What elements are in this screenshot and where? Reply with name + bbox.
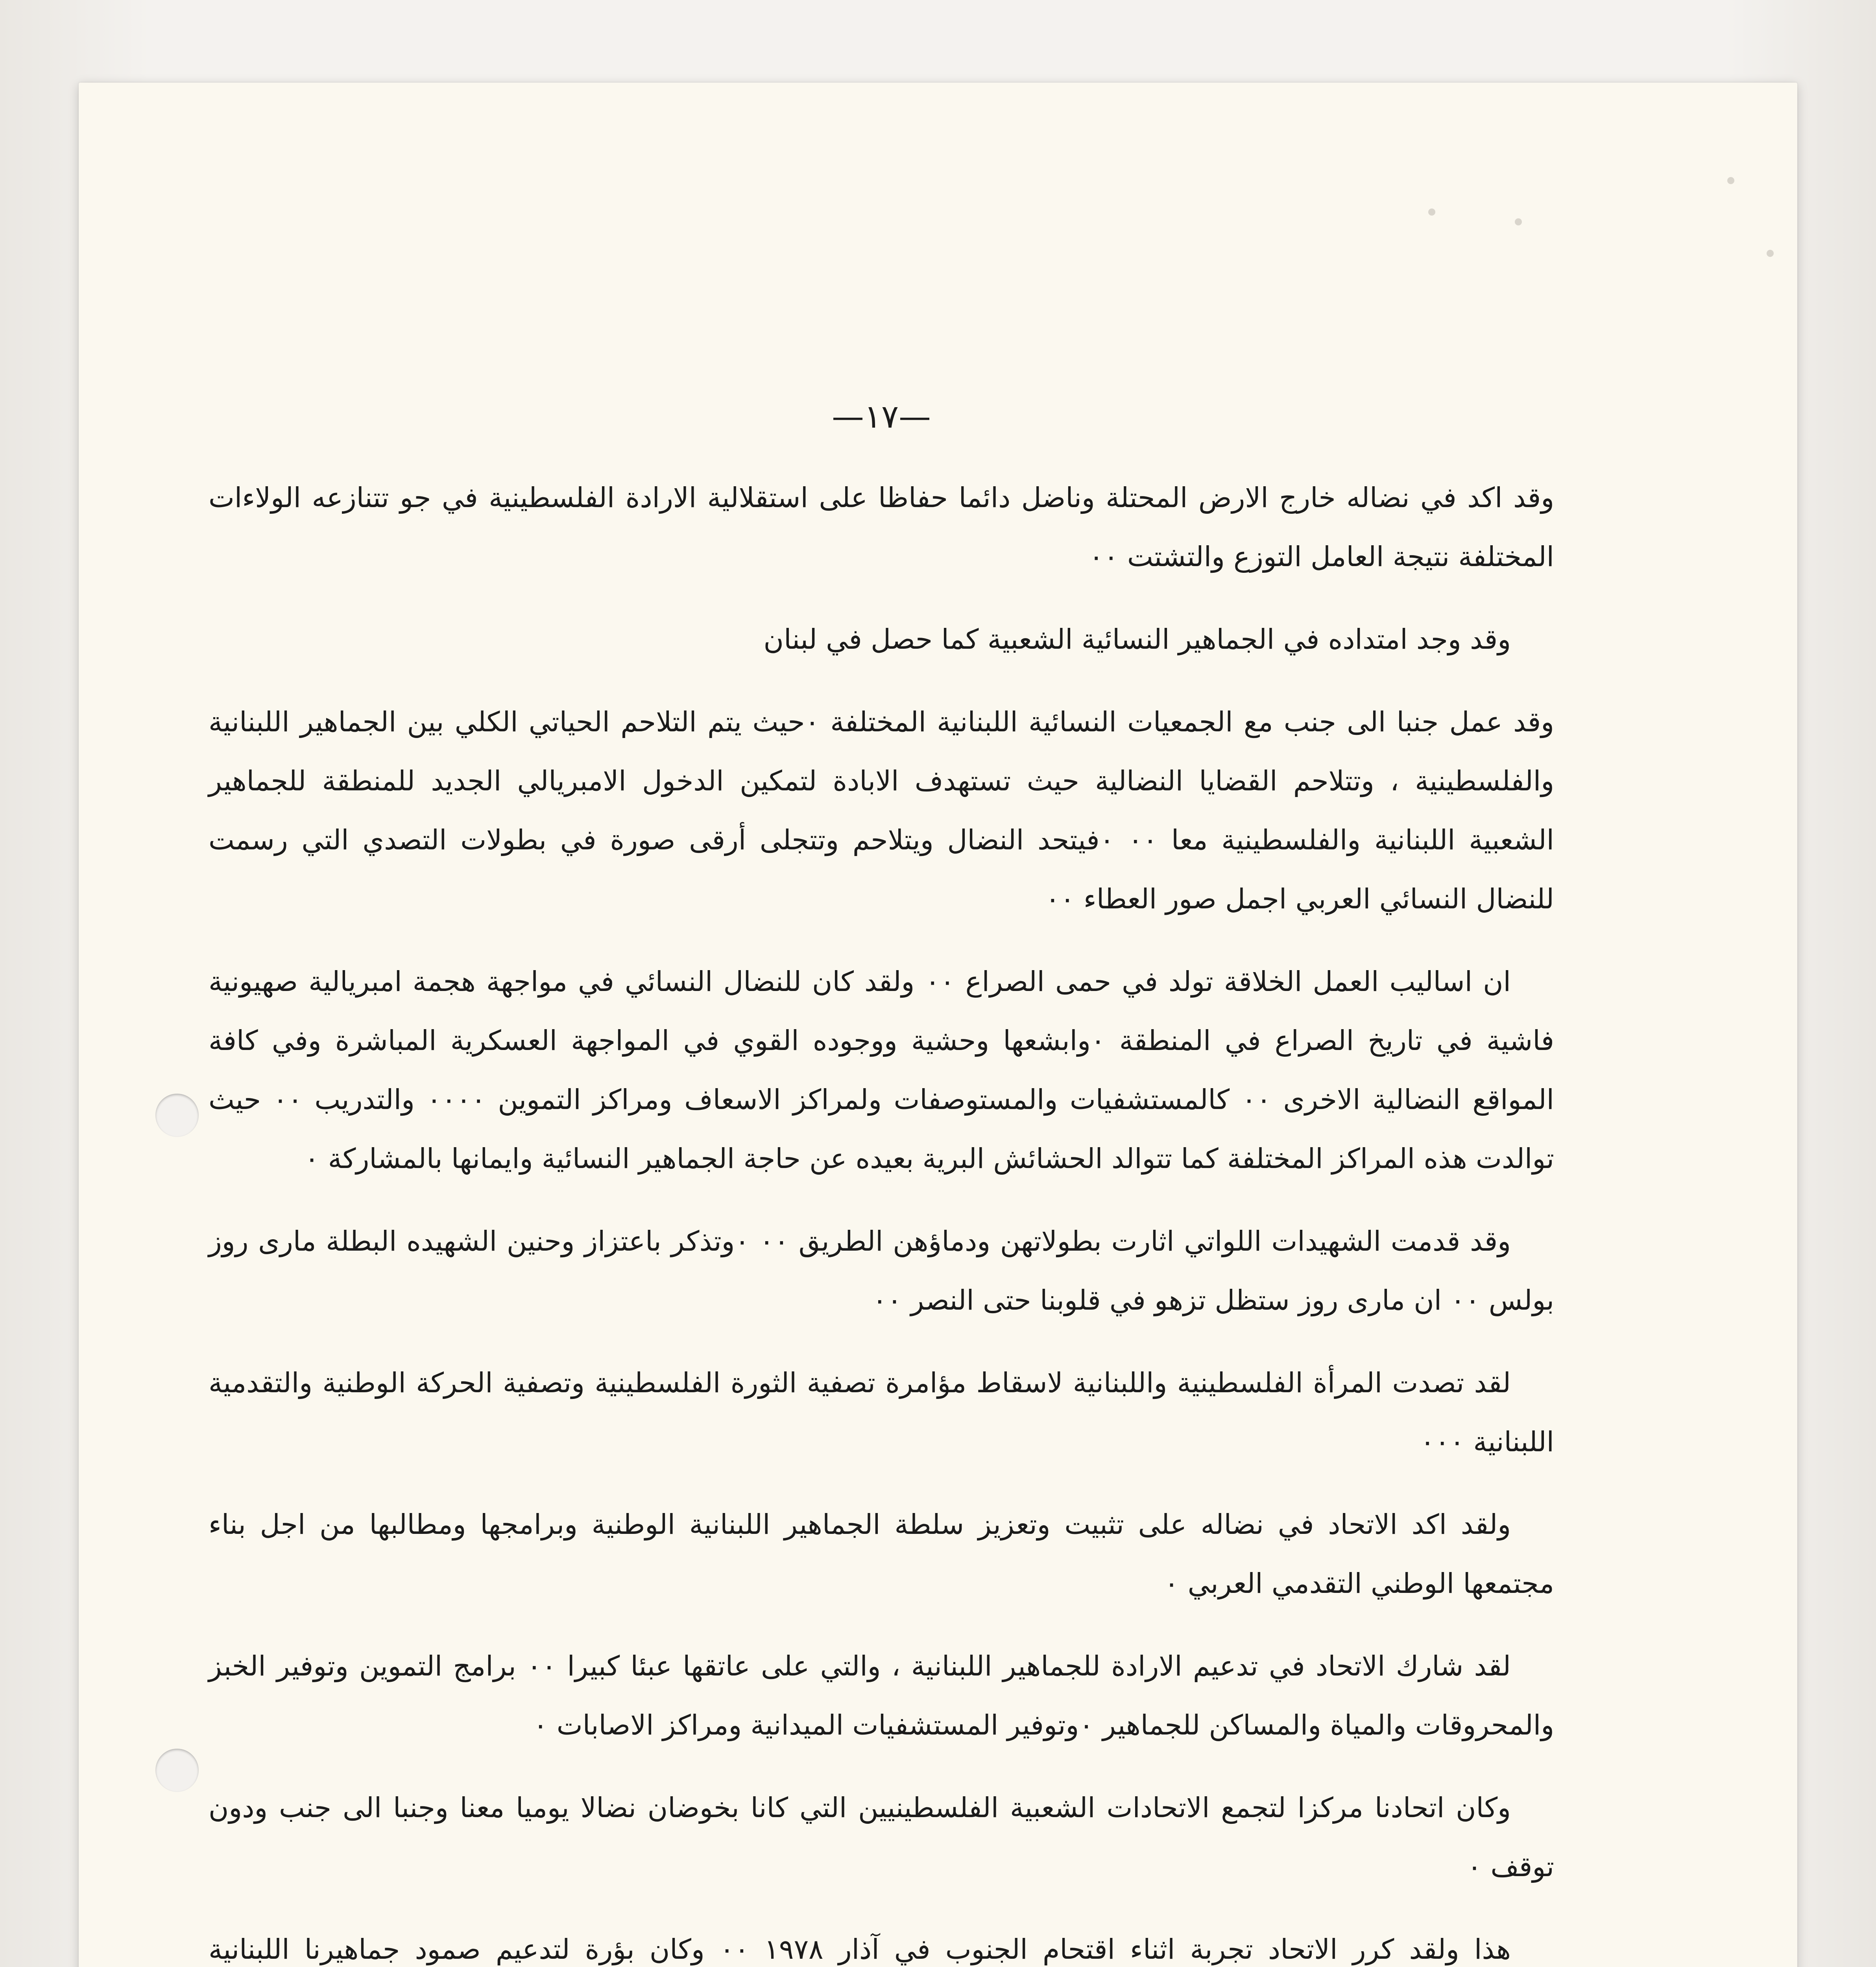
typed-text-body: [209, 393, 1554, 1967]
paragraph: وكان اتحادنا مركزا لتجمع الاتحادات الشعبية الفلسطينيين التي كانا بخوضان نضالا يوميا معنا وجنبا الى جنب ودون توقف ٠: [209, 1792, 1554, 1883]
paper-mark: [1428, 209, 1435, 216]
paragraph: لقد تصدت المرأة الفلسطينية واللبنانية لاسقاط مؤامرة تصفية الثورة الفلسطينية وتصفية الحركة الوطنية والتقدمية اللبنانية ٠٠٠: [209, 1367, 1554, 1458]
paper-mark: [1767, 250, 1774, 257]
paragraph: وقد قدمت الشهيدات اللواتي اثارت بطولاتهن ودماؤهن الطريق ٠٠ ٠وتذكر باعتزاز وحنين الشهيده البطلة مارى روز بولس ٠٠ ان مارى روز ستظل تزهو في قلوبنا حتى النصر ٠٠: [209, 1225, 1554, 1316]
paragraph: وقد وجد امتداده في الجماهير النسائية الشعبية كما حصل في لبنان: [763, 623, 1511, 655]
paper-mark: [1515, 218, 1522, 225]
paragraph: ان اساليب العمل الخلاقة تولد في حمى الصراع ٠٠ ولقد كان للنضال النسائي في مواجهة هجمة امبريالية صهيونية فاشية في تاريخ الصراع في المنطقة ٠وابشعها وحشية ووجوده القوي في المواجهة العسكرية المباشرة وفي كافة المواقع النضالية الاخرى ٠٠ كالمستشفيات والمستوصفات ولمراكز الاسعاف ومراكز التموين ٠٠٠٠ والتدريب ٠٠ حيث توالدت هذه المراكز المختلفة كما تتوالد الحشائش البرية بعيده عن حاجة الجماهير النسائية وايمانها بالمشاركة ٠: [209, 965, 1554, 1175]
paper-mark: [1727, 177, 1734, 184]
paragraph: وقد اكد في نضاله خارج الارض المحتلة وناضل دائما حفاظا على استقلالية الارادة الفلسطينية في جو تتنازعه الولاءات المختلفة نتيجة العامل التوزع والتشتت ٠٠: [209, 482, 1554, 573]
paragraph: هذا ولقد كرر الاتحاد تجربة اثناء اقتحام الجنوب في آذار ١٩٧٨ ٠٠ وكان بؤرة لتدعيم صمود جماهيرنا اللبنانية: [209, 1933, 1511, 1965]
paragraph: وقد عمل جنبا الى جنب مع الجمعيات النسائية اللبنانية المختلفة ٠حيث يتم التلاحم الحياتي الكلي بين الجماهير اللبنانية والفلسطينية ، وتتلاحم القضايا النضالية حيث تستهدف الابادة لتمكين الدخول الامبريالي الجديد للمنطقة للجماهير الشعبية اللبنانية والفلسطينية معا ٠٠ ٠فيتحد النضال ويتلاحم وتتجلى أرقى صورة في بطولات التصدي التي رسمت للنضال النسائي العربي اجمل صور العطاء ٠٠: [209, 706, 1554, 915]
page-number: —١٧—: [831, 398, 931, 435]
paragraph: ولقد اكد الاتحاد في نضاله على تثبيت وتعزيز سلطة الجماهير اللبنانية الوطنية وبرامجها ومطالبها من اجل بناء مجتمعها الوطني التقدمي العربي ٠: [209, 1508, 1554, 1600]
punch-hole: [155, 1749, 199, 1792]
punch-hole: [155, 1094, 199, 1137]
paragraph: لقد شارك الاتحاد في تدعيم الارادة للجماهير اللبنانية ، والتي على عاتقها عبئا كبيرا ٠٠ برامج التموين وتوفير الخبز والمحروقات والمياة والمساكن للجماهير ٠وتوفير المستشفيات الميدانية ومراكز الاصابات ٠: [209, 1650, 1554, 1741]
